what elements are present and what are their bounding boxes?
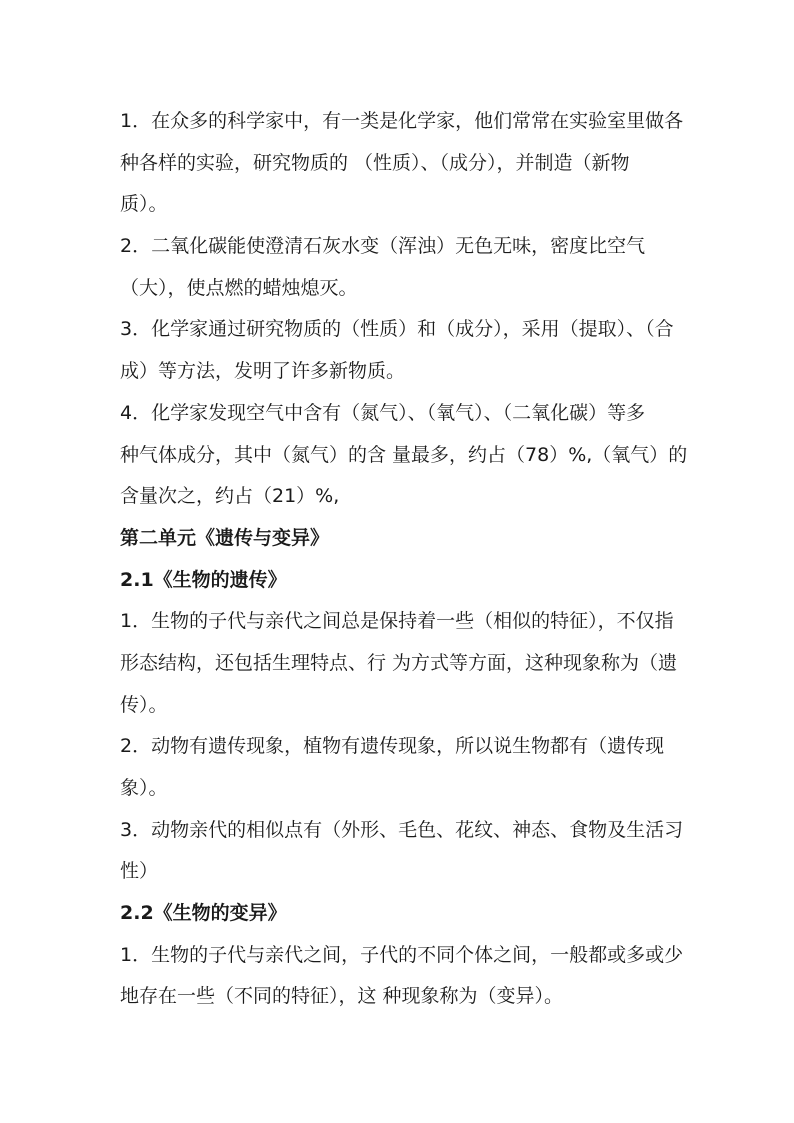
text-line: 性） [120, 860, 159, 883]
section-heading: 第二单元《遗传与变异》 [120, 526, 330, 549]
text-line: 3．动物亲代的相似点有（外形、毛色、花纹、神态、食物及生活习 [120, 818, 684, 841]
text-line: 地存在一些（不同的特征），这 种现象称为（变异）。 [120, 985, 564, 1008]
text-line: 种气体成分，其中（氮气）的含 量最多，约占（78）%,（氧气）的 [120, 443, 688, 466]
text-line: 2．动物有遗传现象，植物有遗传现象，所以说生物都有（遗传现 [120, 735, 665, 758]
text-line: 含量次之，约占（21）%, [120, 485, 340, 508]
text-line: 1．生物的子代与亲代之间总是保持着一些（相似的特征），不仅指 [120, 610, 674, 633]
subsection-heading: 2.1《生物的遗传》 [120, 568, 287, 591]
text-line: 2．二氧化碳能使澄清石灰水变（浑浊）无色无味，密度比空气 [120, 235, 646, 258]
text-line: 象）。 [120, 777, 168, 799]
subsection-heading: 2.2《生物的变异》 [120, 902, 287, 925]
text-line: 形态结构，还包括生理特点、行 为方式等方面，这种现象称为（遗 [120, 651, 678, 674]
text-line: 1．在众多的科学家中，有一类是化学家，他们常常在实验室里做各 [120, 110, 684, 132]
text-line: 成）等方法，发明了许多新物质。 [120, 360, 406, 383]
text-line: （大），使点燃的蜡烛熄灭。 [120, 276, 358, 299]
text-line: 传）。 [120, 693, 168, 716]
document-page [120, 101, 690, 1018]
text-line: 种各样的实验，研究物质的 （性质）、（成分），并制造（新物 [120, 151, 630, 174]
text-line: 4．化学家发现空气中含有（氮气）、（氧气）、（二氧化碳）等多 [120, 401, 646, 424]
text-line: 质）。 [120, 193, 168, 216]
text-line: 3．化学家通过研究物质的（性质）和（成分），采用（提取）、（合 [120, 318, 674, 341]
text-line: 1．生物的子代与亲代之间，子代的不同个体之间，一般都或多或少 [120, 943, 684, 966]
